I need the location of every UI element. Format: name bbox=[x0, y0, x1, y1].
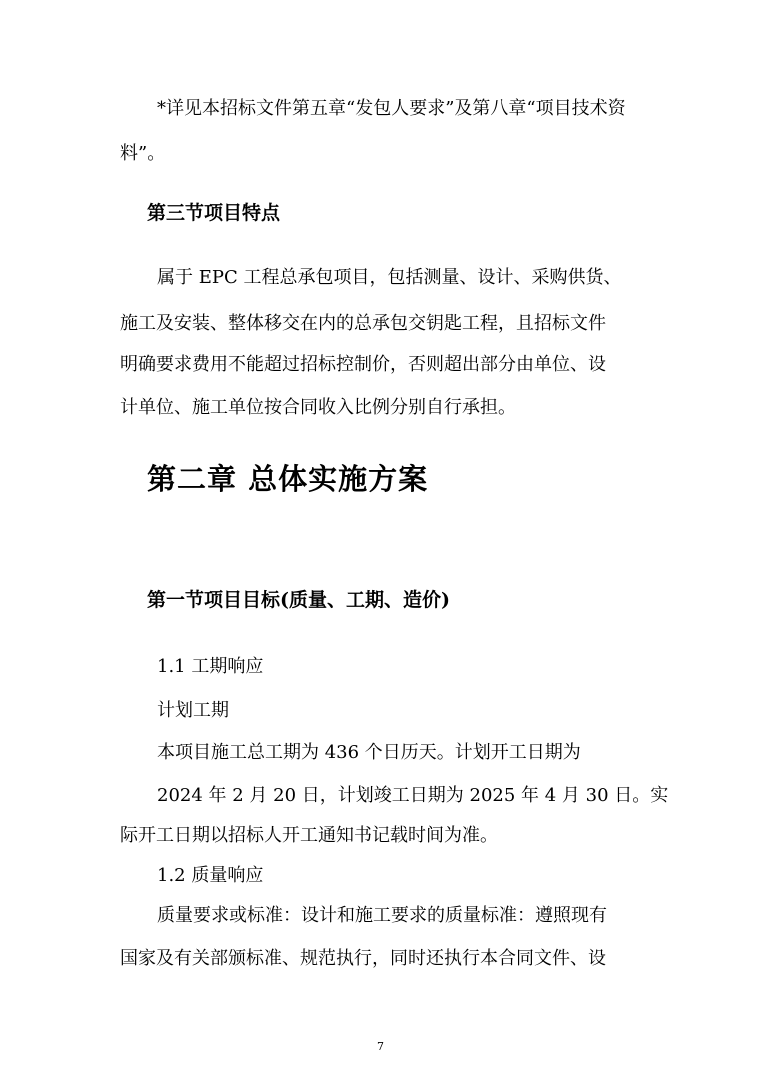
subsection-1-1-title: 1.1 工期响应 bbox=[157, 656, 264, 677]
subsection-1-2-title: 1.2 质量响应 bbox=[157, 865, 264, 886]
quality-para-line-2: 国家及有关部颁标准、规范执行，同时还执行本合同文件、设 bbox=[120, 948, 606, 969]
section-3-heading: 第三节项目特点 bbox=[147, 202, 281, 224]
quality-para-line-1: 质量要求或标准：设计和施工要求的质量标准：遵照现有 bbox=[157, 905, 607, 926]
schedule-para-line-1: 本项目施工总工期为 436 个日历天。计划开工日期为 bbox=[157, 742, 581, 763]
chapter-2-title: 第二章 总体实施方案 bbox=[147, 462, 429, 496]
section-3-para-line-4: 计单位、施工单位按合同收入比例分别自行承担。 bbox=[120, 397, 516, 418]
subsection-1-1-label: 计划工期 bbox=[157, 700, 229, 721]
intro-line-1: *详见本招标文件第五章“发包人要求”及第八章“项目技术资 bbox=[157, 98, 626, 119]
schedule-para-line-2: 2024 年 2 月 20 日，计划竣工日期为 2025 年 4 月 30 日。实 bbox=[157, 785, 669, 806]
section-1-heading: 第一节项目目标(质量、工期、造价) bbox=[147, 589, 450, 611]
section-3-para-line-3: 明确要求费用不能超过招标控制价，否则超出部分由单位、设 bbox=[120, 354, 606, 375]
section-3-para-line-2: 施工及安装、整体移交在内的总承包交钥匙工程，且招标文件 bbox=[120, 313, 606, 334]
schedule-para-line-3: 际开工日期以招标人开工通知书记载时间为准。 bbox=[120, 825, 498, 846]
page-number: 7 bbox=[377, 1040, 384, 1053]
intro-line-2: 料”。 bbox=[120, 143, 166, 164]
section-3-para-line-1: 属于 EPC 工程总承包项目，包括测量、设计、采购供货、 bbox=[157, 267, 622, 288]
